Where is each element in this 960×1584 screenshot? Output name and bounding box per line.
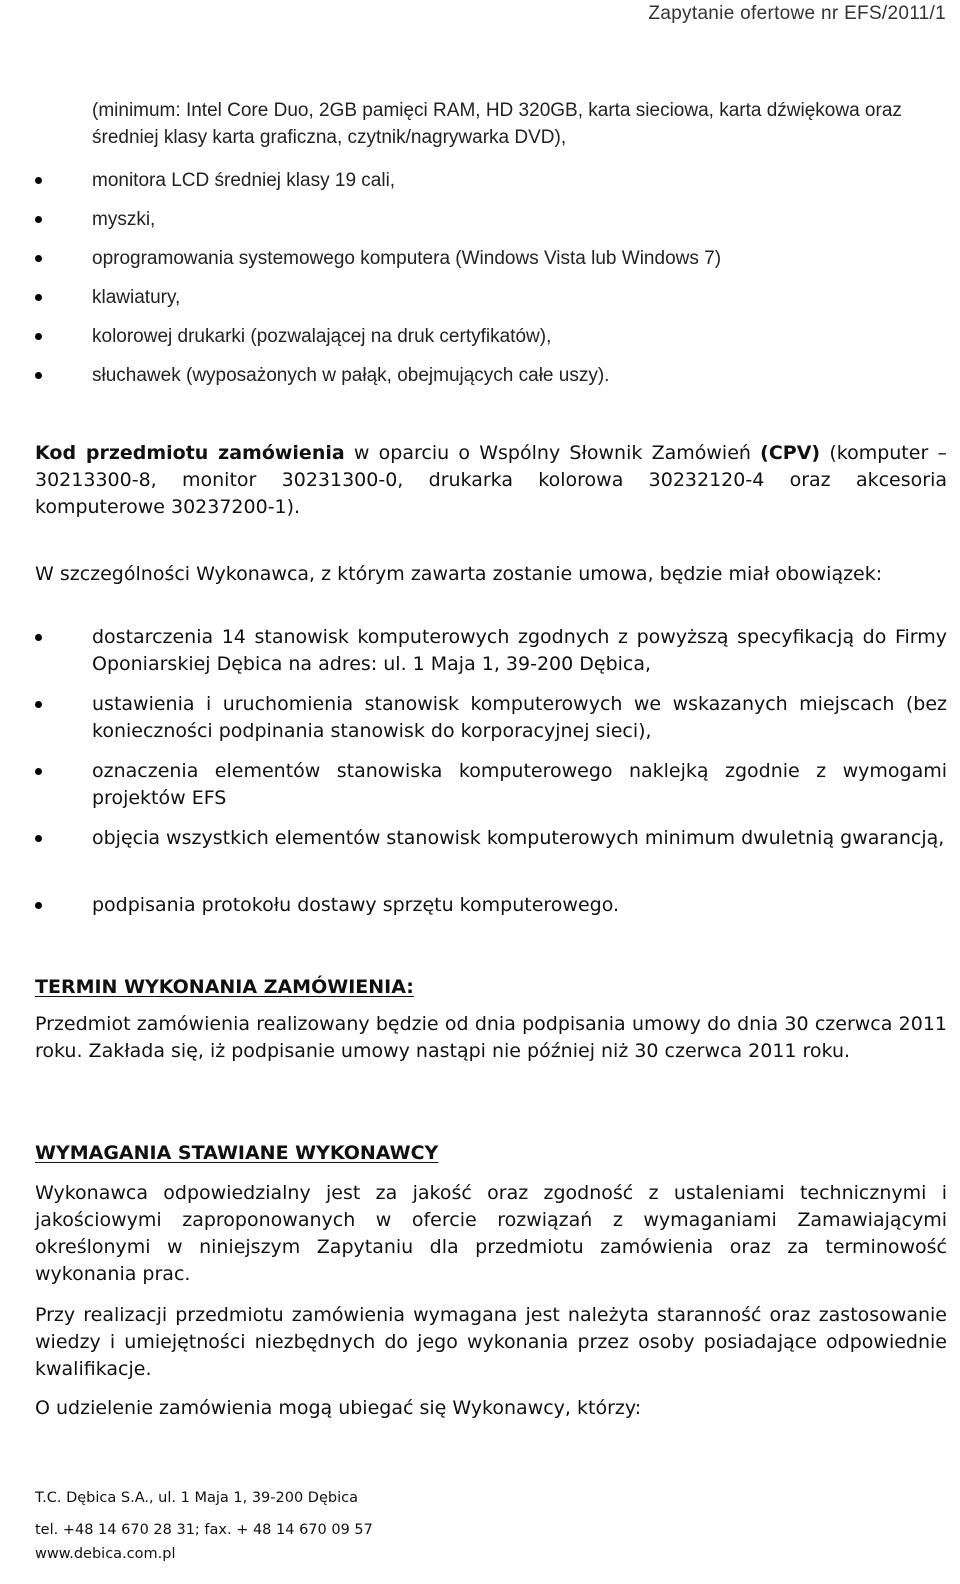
bullet-icon [35, 634, 42, 641]
list-item: ustawienia i uruchomienia stanowisk komputerowych we wskazanych miejscach (bez konieczności podpinania stanowisk do korporacyjnej sieci), [92, 693, 947, 742]
bullet-icon [35, 216, 42, 223]
bullet-icon [35, 333, 42, 340]
list-item: objęcia wszystkich elementów stanowisk komputerowych minimum dwuletnią gwarancją, [92, 827, 945, 849]
requirements-paragraph: Wykonawca odpowiedzialny jest za jakość oraz zgodność z ustaleniami technicznymi i jakościowymi zaproponowanych w ofercie rozwiązań z wymaganiami Zamawiającymi określonymi w niniejszym Zapytaniu dla przedmiotu zamówienia oraz za terminowość wykonania prac. [35, 1182, 947, 1285]
equipment-continuation: (minimum: Intel Core Duo, 2GB pamięci RAM, HD 320GB, karta sieciowa, karta dźwiękowa oraz średniej klasy karta graficzna, czytnik/nagrywarka DVD), [92, 100, 902, 148]
footer-phone: tel. +48 14 670 28 31; fax. + 48 14 670 09 57 [35, 1522, 373, 1538]
bullet-icon [35, 902, 42, 909]
list-item: słuchawek (wyposażonych w pałąk, obejmujących całe uszy). [92, 365, 610, 386]
bullet-icon [35, 255, 42, 262]
list-item: monitora LCD średniej klasy 19 cali, [92, 170, 396, 191]
cpv-text-before: w oparciu o Wspólny Słownik Zamówień [344, 442, 761, 464]
bullet-icon [35, 372, 42, 379]
bullet-icon [35, 177, 42, 184]
cpv-label: (CPV) [760, 442, 821, 464]
footer-company: T.C. Dębica S.A., ul. 1 Maja 1, 39-200 Dębica [35, 1490, 358, 1506]
bullet-icon [35, 294, 42, 301]
requirements-heading: WYMAGANIA STAWIANE WYKONAWCY [35, 1142, 439, 1164]
list-item: oprogramowania systemowego komputera (Windows Vista lub Windows 7) [92, 248, 722, 269]
cpv-text-after: (komputer – 30213300-8, monitor 30231300-0, drukarka kolorowa 30232120-4 oraz akcesoria komputerowe 30237200-1). [35, 442, 947, 518]
deadline-heading: TERMIN WYKONANIA ZAMÓWIENIA: [35, 976, 414, 998]
list-item: oznaczenia elementów stanowiska komputerowego naklejką zgodnie z wymogami projektów EFS [92, 760, 947, 809]
bullet-icon [35, 768, 42, 775]
list-item: klawiatury, [92, 287, 181, 308]
footer-website: www.debica.com.pl [35, 1546, 176, 1562]
bullet-icon [35, 701, 42, 708]
obligations-intro: W szczególności Wykonawca, z którym zawarta zostanie umowa, będzie miał obowiązek: [35, 563, 883, 585]
list-item: kolorowej drukarki (pozwalającej na druk certyfikatów), [92, 326, 552, 347]
list-item: podpisania protokołu dostawy sprzętu komputerowego. [92, 894, 620, 916]
cpv-paragraph [35, 440, 947, 521]
page-header-title: Zapytanie ofertowe nr EFS/2011/1 [648, 3, 946, 24]
bullet-icon [35, 835, 42, 842]
list-item: myszki, [92, 209, 156, 230]
requirements-paragraph: O udzielenie zamówienia mogą ubiegać się Wykonawcy, którzy: [35, 1397, 642, 1419]
cpv-code-label: Kod przedmiotu zamówienia [35, 442, 345, 464]
list-item: dostarczenia 14 stanowisk komputerowych zgodnych z powyższą specyfikacją do Firmy Oponiarskiej Dębica na adres: ul. 1 Maja 1, 39-200 Dębica, [92, 626, 947, 675]
deadline-text: Przedmiot zamówienia realizowany będzie od dnia podpisania umowy do dnia 30 czerwca 2011 roku. Zakłada się, iż podpisanie umowy nastąpi nie później niż 30 czerwca 2011 roku. [35, 1013, 947, 1062]
requirements-paragraph: Przy realizacji przedmiotu zamówienia wymagana jest należyta staranność oraz zastosowanie wiedzy i umiejętności niezbędnych do jego wykonania przez osoby posiadające odpowiednie kwalifikacje. [35, 1304, 947, 1380]
